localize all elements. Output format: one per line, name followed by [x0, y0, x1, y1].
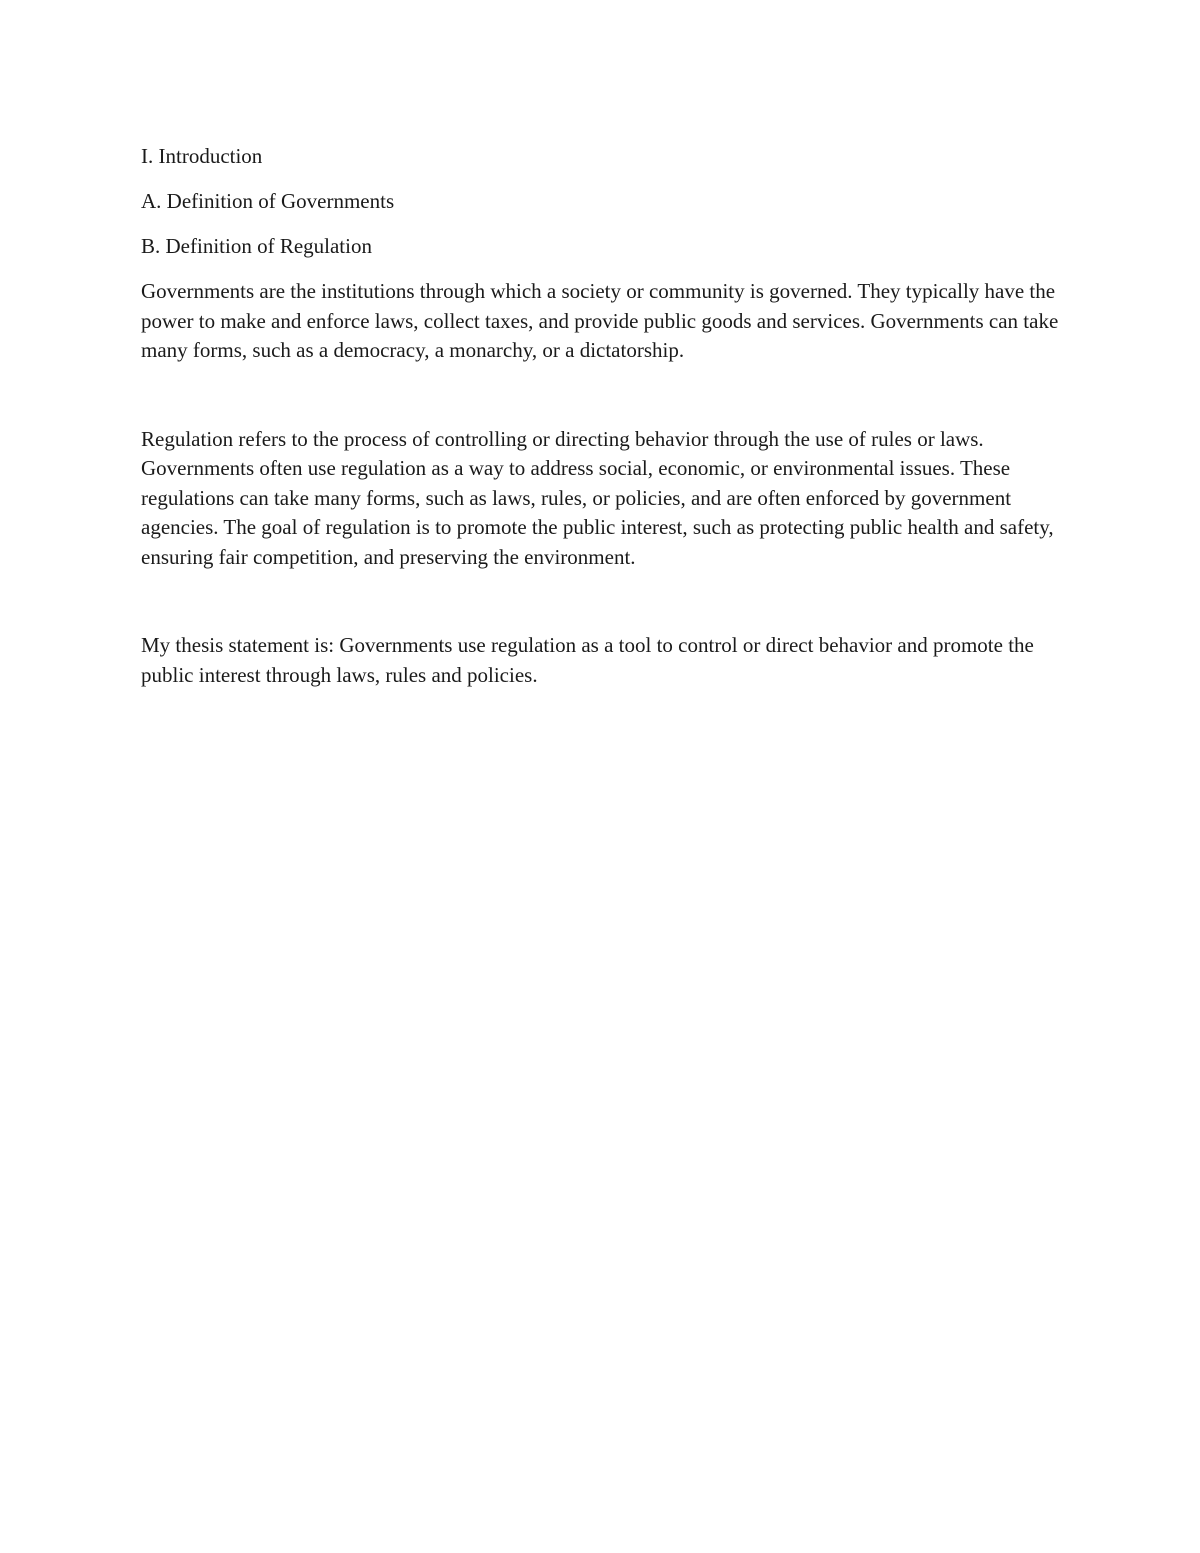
paragraph-thesis-statement: My thesis statement is: Governments use regulation as a tool to control or direct behavior and promote the public interest through laws, rules and policies. — [141, 633, 1034, 687]
outline-section-heading: I. Introduction — [141, 144, 263, 168]
outline-item-a: A. Definition of Governments — [141, 189, 395, 213]
blank-line — [141, 366, 1071, 425]
outline-item-b: B. Definition of Regulation — [141, 234, 372, 258]
document-body — [141, 142, 1071, 690]
paragraph-governments-definition: Governments are the institutions through which a society or community is governed. They typically have the power to make and enforce laws, collect taxes, and provide public goods and services. Governments can take many forms, such as a democracy, a monarchy, or a dictatorship. — [141, 279, 1059, 362]
blank-line — [141, 572, 1071, 631]
paragraph-regulation-definition: Regulation refers to the process of controlling or directing behavior through the use of rules or laws. Governments often use regulation as a way to address social, economic, or environmental issues. These regulations can take many forms, such as laws, rules, or policies, and are often enforced by government agencies. The goal of regulation is to promote the public interest, such as protecting public health and safety, ensuring fair competition, and preserving the environment. — [141, 426, 1054, 569]
